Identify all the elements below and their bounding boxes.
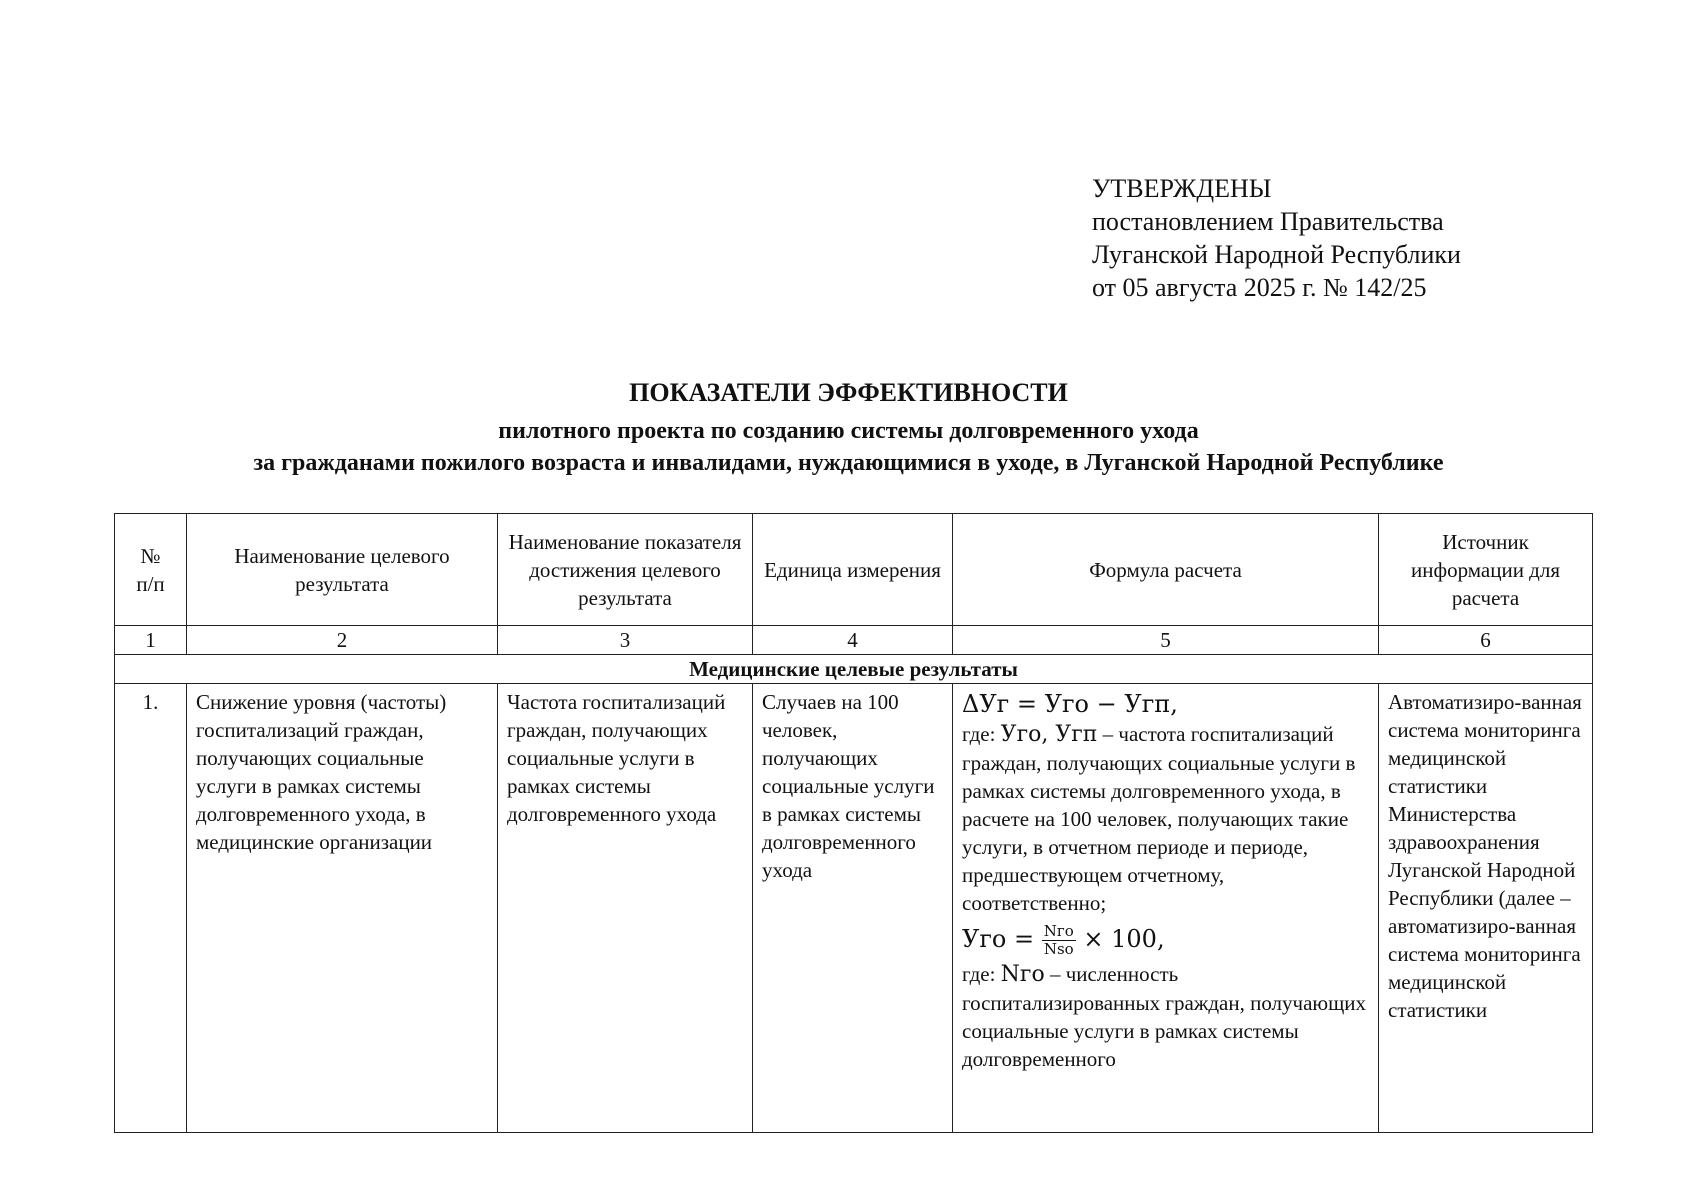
section-title: Медицинские целевые результаты	[115, 655, 1593, 684]
formula-variables: Уго, Угп	[1000, 722, 1098, 747]
document-subtitle-1: пилотного проекта по созданию системы долговременного ухода	[498, 418, 1199, 444]
document-subtitle-2: за гражданами пожилого возраста и инвалидами, нуждающимися в уходе, в Луганской Народной Республике	[253, 450, 1444, 476]
row-number: 1.	[115, 684, 187, 1133]
table-row	[115, 684, 1593, 1133]
header-result: Наименование целевого результата	[187, 514, 498, 626]
header-source: Источник информации для расчета	[1379, 514, 1593, 626]
formula-where-2	[962, 960, 1369, 1073]
column-number: 2	[187, 626, 498, 655]
approval-line-2: постановлением Правительства	[1092, 207, 1444, 236]
approval-line-4: от 05 августа 2025 г. № 142/25	[1092, 273, 1427, 302]
column-number: 3	[498, 626, 753, 655]
header-indicator: Наименование показателя достижения целевого результата	[498, 514, 753, 626]
header-unit: Единица измерения	[753, 514, 953, 626]
header-formula: Формула расчета	[953, 514, 1379, 626]
where-prefix: где:	[962, 962, 1001, 986]
column-numbers-row	[115, 626, 1593, 655]
header-number-abbr: п/п	[136, 571, 165, 596]
header-number-sign: №	[140, 543, 161, 568]
column-number: 5	[953, 626, 1379, 655]
formula-equation-1: ΔУг = Уго − Угп,	[962, 690, 1178, 718]
column-number: 4	[753, 626, 953, 655]
table-header-row	[115, 514, 1593, 626]
row-unit: Случаев на 100 человек, получающих социальные услуги в рамках системы долговременного ухода	[753, 684, 953, 1133]
approval-line-3: Луганской Народной Республики	[1092, 240, 1461, 269]
fraction-denominator: Nso	[1043, 940, 1074, 958]
column-number: 6	[1379, 626, 1593, 655]
formula-variable: Nго	[1000, 962, 1045, 987]
row-formula	[953, 684, 1379, 1133]
where-text: – численность госпитализированных граждан, получающих социальные услуги в рамках системы долговременного	[962, 962, 1367, 1071]
row-indicator: Частота госпитализаций граждан, получающих социальные услуги в рамках системы долговременного ухода	[498, 684, 753, 1133]
row-source: Автоматизиро-ванная система мониторинга медицинской статистики Министерства здравоохранения Луганской Народной Республики (далее – автоматизиро-ванная система мониторинга медицинской статистики	[1379, 684, 1593, 1133]
section-row	[115, 655, 1593, 684]
fraction-numerator: Nго	[1043, 922, 1074, 940]
document-title: ПОКАЗАТЕЛИ ЭФФЕКТИВНОСТИ	[629, 378, 1068, 407]
formula-equation-2	[962, 923, 1369, 958]
equation-lhs: Уго =	[962, 925, 1035, 953]
column-number: 1	[115, 626, 187, 655]
formula-where-1	[962, 720, 1369, 917]
where-text: – частота госпитализаций граждан, получающих социальные услуги в рамках системы долговременного ухода, в расчете на 100 человек, получающих такие услуги, в отчетном периоде и периоде, предшествующем отчетному, соответственно;	[962, 722, 1356, 915]
approval-block	[1092, 172, 1461, 304]
approval-line-1: УТВЕРЖДЕНЫ	[1092, 174, 1272, 203]
fraction	[1042, 923, 1076, 958]
equation-rhs: × 100,	[1083, 925, 1165, 953]
row-result: Снижение уровня (частоты) госпитализаций граждан, получающих социальные услуги в рамках системы долговременного ухода, в медицинские организации	[187, 684, 498, 1133]
indicators-table	[114, 513, 1593, 1133]
header-number	[115, 514, 187, 626]
where-prefix: где:	[962, 722, 1001, 746]
